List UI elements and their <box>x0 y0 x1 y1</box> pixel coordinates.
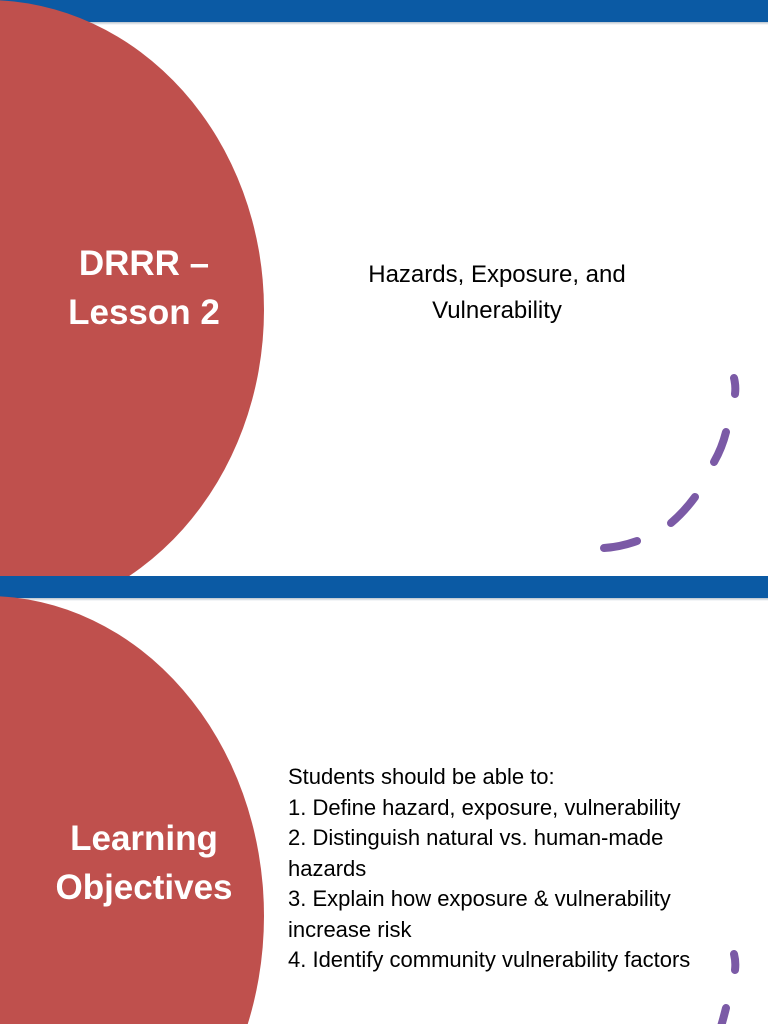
objective-item: 1. Define hazard, exposure, vulnerability <box>288 794 681 820</box>
slide-title-line: Objectives <box>55 868 233 907</box>
slide-title-line: DRRR – <box>78 244 210 283</box>
objectives-intro: Students should be able to: <box>288 764 555 789</box>
slide-title-line: Lesson 2 <box>68 293 220 332</box>
objective-item: 2. Distinguish natural vs. human-made hazards <box>288 825 664 881</box>
objective-item: 4. Identify community vulnerability factors <box>288 947 691 972</box>
dashed-arc-decoration <box>0 576 768 1024</box>
slide-subtitle-line: Vulnerability <box>432 297 562 324</box>
slide-subtitle-line: Hazards, Exposure, and <box>368 261 626 288</box>
slide-title-line: Learning <box>70 819 218 858</box>
slide-2 <box>0 576 768 1024</box>
objective-item: 3. Explain how exposure & vulnerability increase risk <box>288 886 671 942</box>
